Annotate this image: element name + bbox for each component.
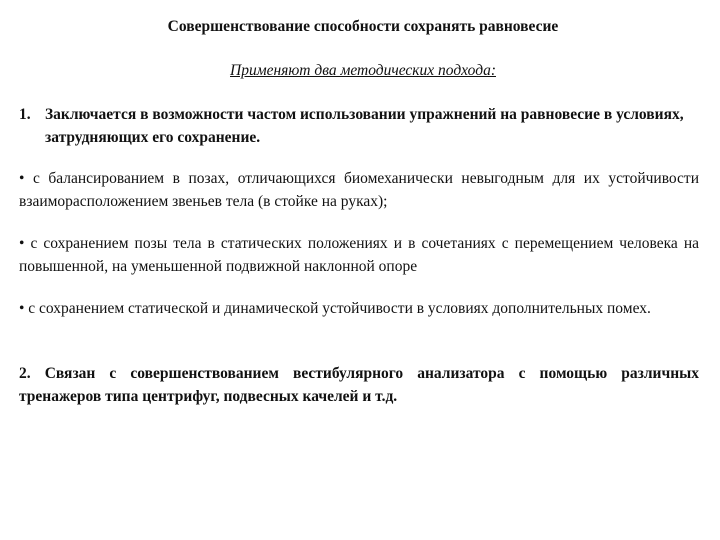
- bullet-item: • с сохранением статической и динамической устойчивости в условиях дополнительных помех.: [19, 300, 651, 317]
- approach-2: 2. Связан с совершенствованием вестибулярного анализатора с помощью различных тренажеров типа центрифуг, подвесных качелей и т.д.: [19, 365, 699, 405]
- slide-subtitle: Применяют два методических подхода:: [230, 62, 496, 79]
- bullet-item: • с сохранением позы тела в статических положениях и в сочетаниях с перемещением человека на повышенной, на уменьшенной подвижной наклонной опоре: [19, 235, 699, 275]
- slide-title: Совершенствование способности сохранять равновесие: [167, 18, 559, 35]
- approach-1-number: 1.: [19, 106, 31, 123]
- approach-1-text: Заключается в возможности частом использовании упражнений на равновесие в условиях, затрудняющих его сохранение.: [45, 106, 684, 146]
- approach-1: [19, 103, 699, 149]
- bullet-item: • с балансированием в позах, отличающихся биомеханически невыгодным для их устойчивости взаиморасположением звеньев тела (в стойке на руках);: [19, 170, 699, 210]
